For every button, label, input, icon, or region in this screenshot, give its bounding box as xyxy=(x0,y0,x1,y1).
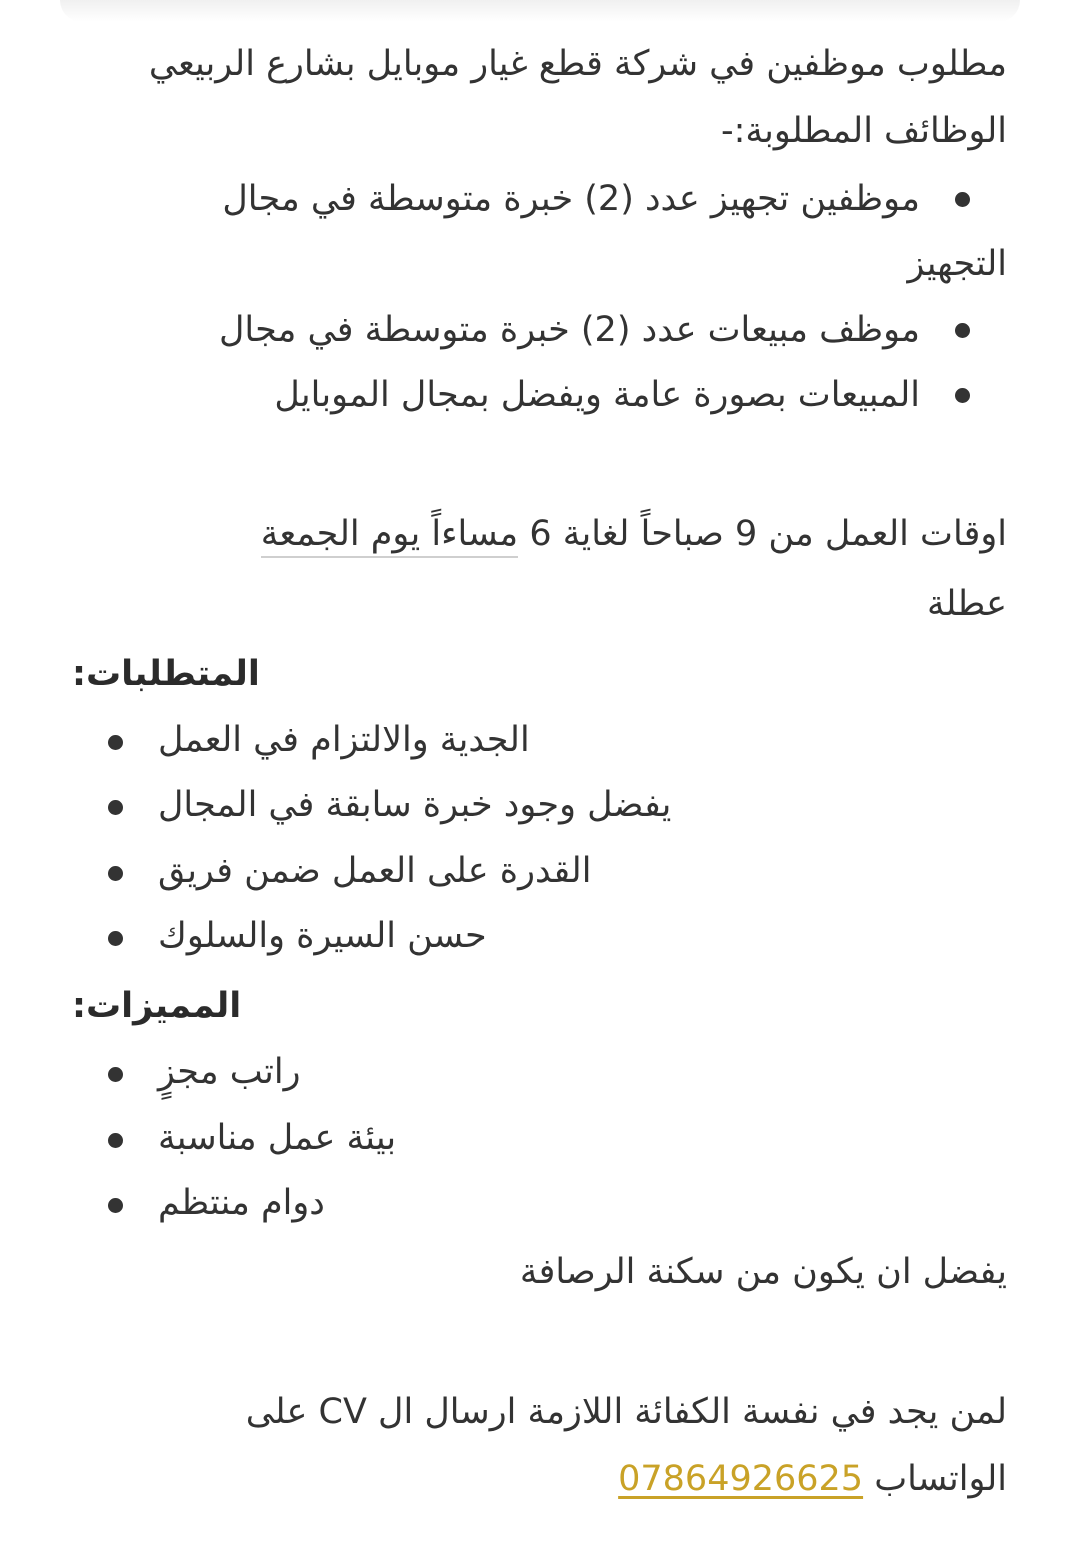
working-hours-continuation: عطلة xyxy=(927,584,1007,624)
requirement-item: الجدية والالتزام في العمل xyxy=(158,720,530,760)
positions-heading: الوظائف المطلوبة:- xyxy=(720,111,1007,151)
requirement-item: حسن السيرة والسلوك xyxy=(158,916,487,956)
location-preference: يفضل ان يكون من سكنة الرصافة xyxy=(519,1252,1007,1292)
contact-instructions: لمن يجد في نفسة الكفائة اللازمة ارسال ال CV على xyxy=(245,1392,1007,1432)
bullet-icon xyxy=(108,1198,123,1213)
bullet-icon xyxy=(955,192,970,207)
position-item-3: المبيعات بصورة عامة ويفضل بمجال الموبايل xyxy=(274,375,920,415)
bullet-icon xyxy=(108,1133,123,1148)
benefit-item: دوام منتظم xyxy=(158,1183,325,1223)
top-edge-shadow xyxy=(60,0,1020,22)
requirements-heading: المتطلبات: xyxy=(72,654,260,694)
bullet-icon xyxy=(955,388,970,403)
working-hours-underlined: مساءاً يوم الجمعة xyxy=(261,514,518,558)
requirement-item: يفضل وجود خبرة سابقة في المجال xyxy=(158,785,672,825)
bullet-icon xyxy=(108,800,123,815)
bullet-icon xyxy=(108,866,123,881)
contact-whatsapp xyxy=(618,1453,1007,1505)
position-item-1-continuation: التجهيز xyxy=(907,244,1007,284)
requirement-item: القدرة على العمل ضمن فريق xyxy=(158,851,592,891)
bullet-icon xyxy=(955,323,970,338)
working-hours xyxy=(261,508,1007,560)
post-title: مطلوب موظفين في شركة قطع غيار موبايل بشارع الربيعي xyxy=(148,44,1007,84)
benefit-item: راتب مجزٍ xyxy=(158,1052,301,1092)
phone-number-link[interactable]: 07864926625 xyxy=(618,1459,864,1499)
whatsapp-label: الواتساب xyxy=(874,1459,1007,1499)
bullet-icon xyxy=(108,735,123,750)
working-hours-text: اوقات العمل من 9 صباحاً لغاية 6 xyxy=(518,514,1007,554)
bullet-icon xyxy=(108,1067,123,1082)
benefits-heading: المميزات: xyxy=(72,986,242,1026)
benefit-item: بيئة عمل مناسبة xyxy=(158,1118,397,1158)
position-item-2: موظف مبيعات عدد (2) خبرة متوسطة في مجال xyxy=(219,310,920,350)
bullet-icon xyxy=(108,931,123,946)
position-item-1: موظفين تجهيز عدد (2) خبرة متوسطة في مجال xyxy=(222,179,920,219)
